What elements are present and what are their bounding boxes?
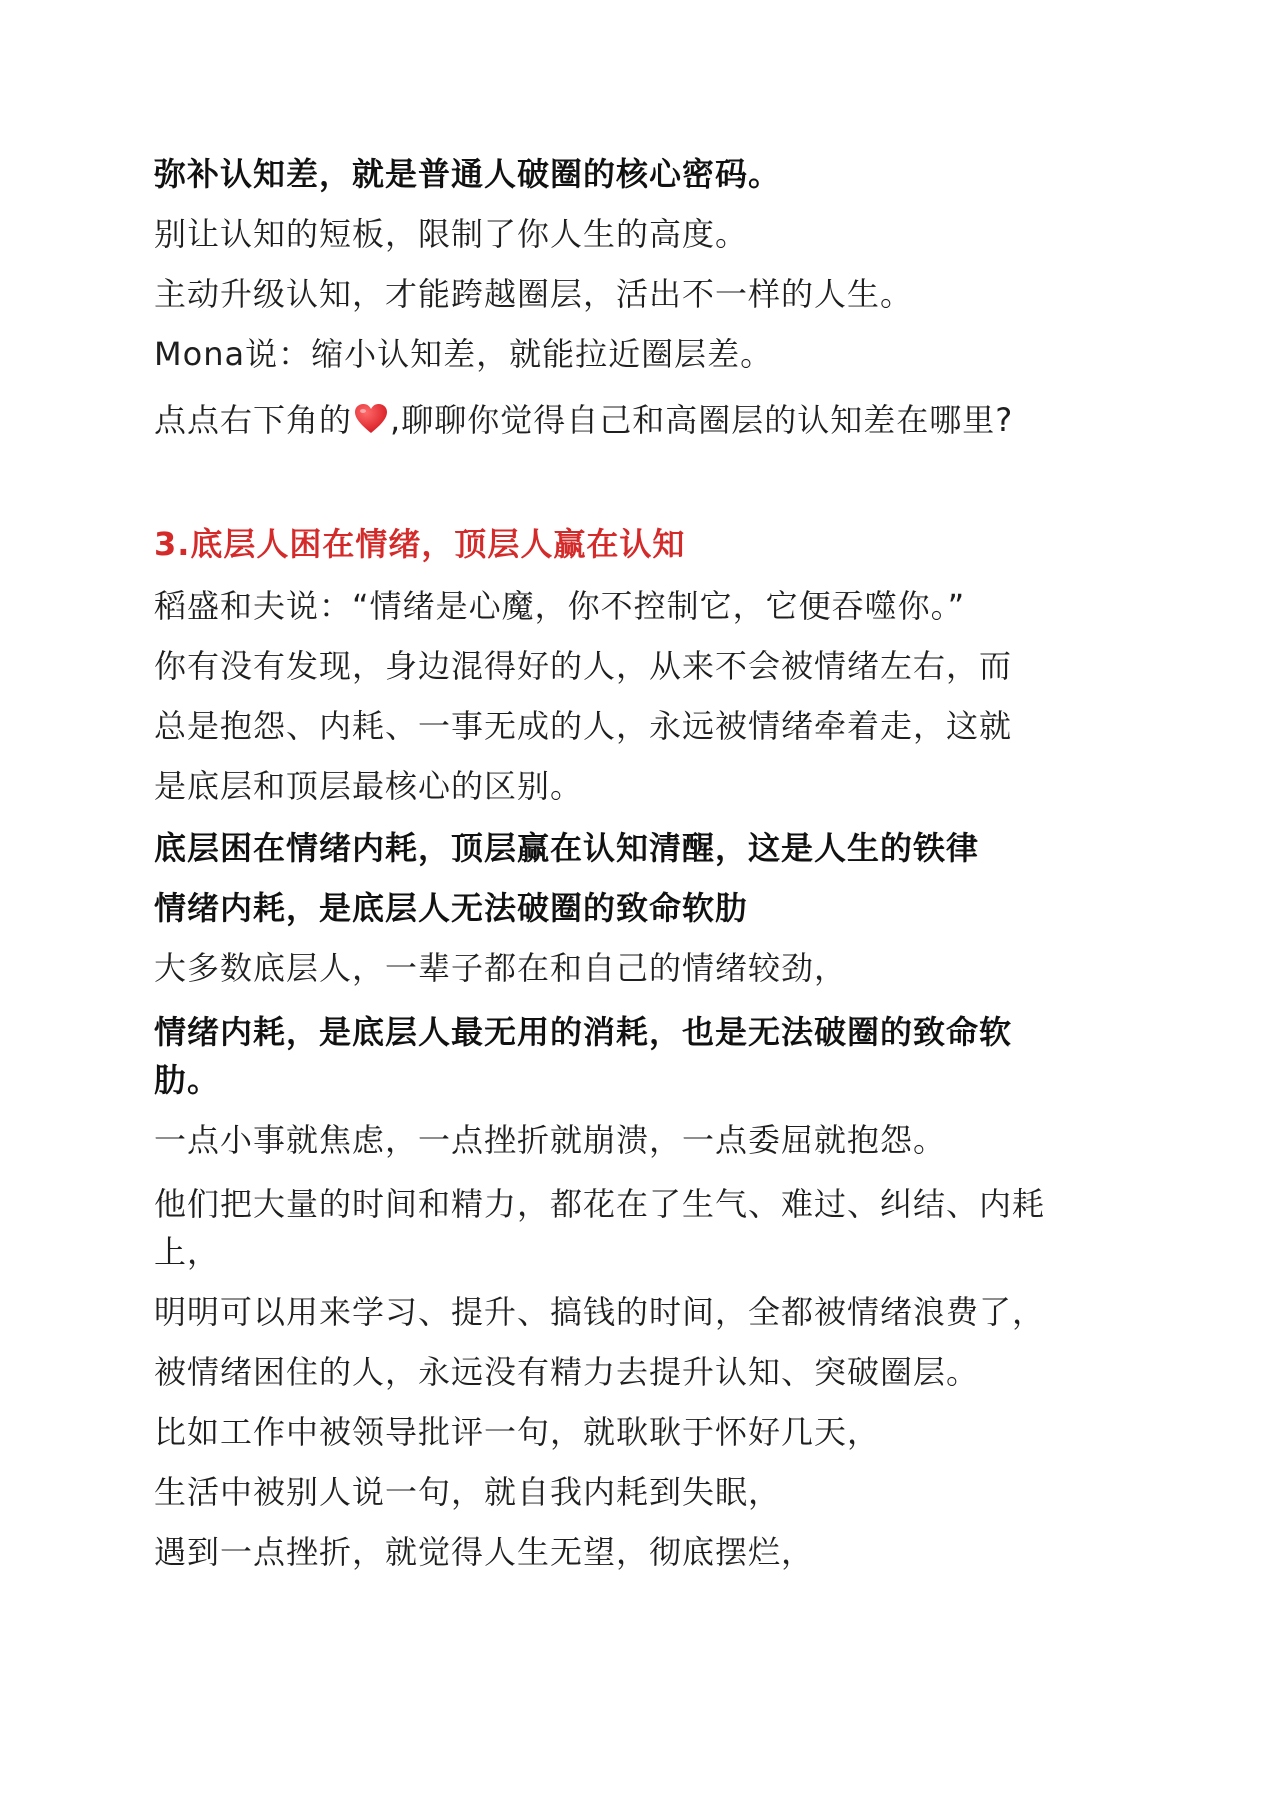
body-line: 生活中被别人说一句，就自我内耗到失眠， [154,1473,782,1511]
body-line-bold: 肋。 [154,1061,221,1099]
body-line: 他们把大量的时间和精力，都花在了生气、难过、纠结、内耗 [154,1185,1046,1223]
body-line: 明明可以用来学习、提升、搞钱的时间，全都被情绪浪费了， [154,1293,1046,1331]
body-line: 稻盛和夫说：“情绪是心魔，你不控制它，它便吞噬你。” [154,587,966,625]
body-line: 遇到一点挫折，就觉得人生无望，彻底摆烂， [154,1533,815,1571]
call-to-action-line [154,396,1154,444]
intro-line-bold: 弥补认知差，就是普通人破圈的核心密码。 [154,155,782,193]
body-line: 一点小事就焦虑，一点挫折就崩溃，一点委屈就抱怨。 [154,1121,947,1159]
body-line-bold: 情绪内耗，是底层人无法破圈的致命软肋 [154,889,749,927]
body-line-bold: 底层困在情绪内耗，顶层赢在认知清醒，这是人生的铁律 [154,829,980,867]
body-line-bold: 情绪内耗，是底层人最无用的消耗，也是无法破圈的致命软 [154,1013,1013,1051]
cta-text-after: ,聊聊你觉得自己和高圈层的认知差在哪里? [390,401,1014,439]
heart-emoji-icon [354,403,388,435]
body-line: 被情绪困住的人，永远没有精力去提升认知、突破圈层。 [154,1353,980,1391]
body-line: 比如工作中被领导批评一句，就耿耿于怀好几天， [154,1413,881,1451]
mona-quote-line: Mona说：缩小认知差，就能拉近圈层差。 [154,335,774,373]
body-line: 总是抱怨、内耗、一事无成的人，永远被情绪牵着走，这就 [154,707,1013,745]
body-line: 上， [154,1233,221,1271]
body-line: 是底层和顶层最核心的区别。 [154,767,584,805]
body-line: 大多数底层人，一辈子都在和自己的情绪较劲， [154,949,848,987]
body-line: 你有没有发现，身边混得好的人，从来不会被情绪左右，而 [154,647,1013,685]
cta-text-before: 点点右下角的 [154,401,353,439]
section-heading: 3.底层人困在情绪，顶层人赢在认知 [154,525,686,563]
intro-line: 别让认知的短板，限制了你人生的高度。 [154,215,749,253]
intro-line: 主动升级认知，才能跨越圈层，活出不一样的人生。 [154,275,914,313]
